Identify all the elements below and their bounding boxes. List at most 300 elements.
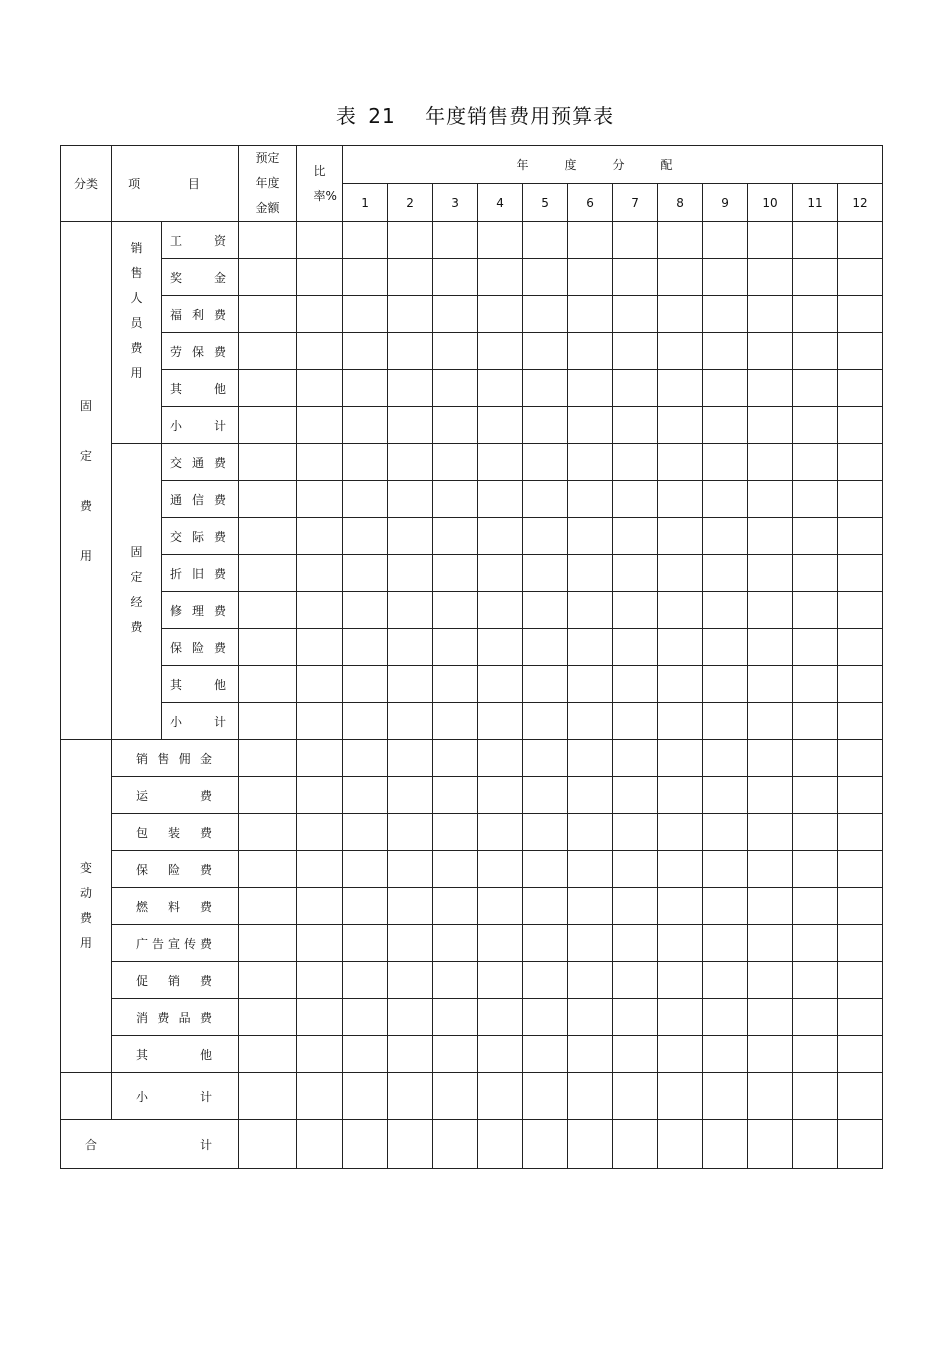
month-6-cell[interactable] — [568, 777, 613, 814]
month-5-cell[interactable] — [523, 296, 568, 333]
month-7-cell[interactable] — [613, 999, 658, 1036]
month-7-cell[interactable] — [613, 962, 658, 999]
month-1-cell[interactable] — [343, 481, 388, 518]
planned-amount-cell[interactable] — [239, 925, 297, 962]
month-10-cell[interactable] — [748, 444, 793, 481]
month-8-cell[interactable] — [658, 962, 703, 999]
month-7-cell[interactable] — [613, 296, 658, 333]
month-6-cell[interactable] — [568, 333, 613, 370]
month-1-cell[interactable] — [343, 629, 388, 666]
month-11-cell[interactable] — [793, 888, 838, 925]
month-1-cell[interactable] — [343, 555, 388, 592]
planned-amount-cell[interactable] — [239, 1036, 297, 1073]
month-3-cell[interactable] — [433, 518, 478, 555]
month-1-cell[interactable] — [343, 1120, 388, 1169]
month-1-cell[interactable] — [343, 259, 388, 296]
month-5-cell[interactable] — [523, 222, 568, 259]
month-4-cell[interactable] — [478, 740, 523, 777]
month-8-cell[interactable] — [658, 777, 703, 814]
month-10-cell[interactable] — [748, 592, 793, 629]
month-6-cell[interactable] — [568, 1073, 613, 1120]
month-6-cell[interactable] — [568, 1036, 613, 1073]
month-6-cell[interactable] — [568, 703, 613, 740]
month-6-cell[interactable] — [568, 444, 613, 481]
month-3-cell[interactable] — [433, 1073, 478, 1120]
month-2-cell[interactable] — [388, 888, 433, 925]
month-10-cell[interactable] — [748, 1120, 793, 1169]
month-3-cell[interactable] — [433, 888, 478, 925]
month-9-cell[interactable] — [703, 481, 748, 518]
month-12-cell[interactable] — [838, 925, 883, 962]
month-9-cell[interactable] — [703, 925, 748, 962]
month-11-cell[interactable] — [793, 370, 838, 407]
month-11-cell[interactable] — [793, 814, 838, 851]
ratio-cell[interactable] — [297, 888, 343, 925]
month-10-cell[interactable] — [748, 629, 793, 666]
month-9-cell[interactable] — [703, 1073, 748, 1120]
month-2-cell[interactable] — [388, 481, 433, 518]
month-11-cell[interactable] — [793, 740, 838, 777]
month-12-cell[interactable] — [838, 962, 883, 999]
month-2-cell[interactable] — [388, 296, 433, 333]
month-6-cell[interactable] — [568, 814, 613, 851]
month-9-cell[interactable] — [703, 407, 748, 444]
month-4-cell[interactable] — [478, 518, 523, 555]
month-12-cell[interactable] — [838, 370, 883, 407]
month-5-cell[interactable] — [523, 888, 568, 925]
month-8-cell[interactable] — [658, 407, 703, 444]
month-7-cell[interactable] — [613, 851, 658, 888]
month-1-cell[interactable] — [343, 740, 388, 777]
month-3-cell[interactable] — [433, 296, 478, 333]
ratio-cell[interactable] — [297, 222, 343, 259]
month-11-cell[interactable] — [793, 1073, 838, 1120]
month-4-cell[interactable] — [478, 555, 523, 592]
month-1-cell[interactable] — [343, 370, 388, 407]
month-3-cell[interactable] — [433, 999, 478, 1036]
month-3-cell[interactable] — [433, 259, 478, 296]
month-11-cell[interactable] — [793, 296, 838, 333]
month-8-cell[interactable] — [658, 1036, 703, 1073]
month-1-cell[interactable] — [343, 444, 388, 481]
ratio-cell[interactable] — [297, 999, 343, 1036]
month-2-cell[interactable] — [388, 999, 433, 1036]
ratio-cell[interactable] — [297, 259, 343, 296]
month-8-cell[interactable] — [658, 1073, 703, 1120]
month-8-cell[interactable] — [658, 666, 703, 703]
month-1-cell[interactable] — [343, 592, 388, 629]
month-9-cell[interactable] — [703, 999, 748, 1036]
month-5-cell[interactable] — [523, 999, 568, 1036]
month-7-cell[interactable] — [613, 888, 658, 925]
month-7-cell[interactable] — [613, 592, 658, 629]
month-1-cell[interactable] — [343, 296, 388, 333]
month-5-cell[interactable] — [523, 629, 568, 666]
month-1-cell[interactable] — [343, 407, 388, 444]
month-12-cell[interactable] — [838, 666, 883, 703]
month-6-cell[interactable] — [568, 888, 613, 925]
ratio-cell[interactable] — [297, 777, 343, 814]
month-6-cell[interactable] — [568, 1120, 613, 1169]
month-10-cell[interactable] — [748, 259, 793, 296]
ratio-cell[interactable] — [297, 629, 343, 666]
month-12-cell[interactable] — [838, 851, 883, 888]
month-11-cell[interactable] — [793, 666, 838, 703]
month-10-cell[interactable] — [748, 666, 793, 703]
month-4-cell[interactable] — [478, 407, 523, 444]
month-7-cell[interactable] — [613, 666, 658, 703]
month-12-cell[interactable] — [838, 518, 883, 555]
month-2-cell[interactable] — [388, 592, 433, 629]
ratio-cell[interactable] — [297, 962, 343, 999]
month-9-cell[interactable] — [703, 666, 748, 703]
month-2-cell[interactable] — [388, 851, 433, 888]
month-3-cell[interactable] — [433, 444, 478, 481]
month-5-cell[interactable] — [523, 1073, 568, 1120]
month-12-cell[interactable] — [838, 1120, 883, 1169]
month-10-cell[interactable] — [748, 555, 793, 592]
month-7-cell[interactable] — [613, 1073, 658, 1120]
month-9-cell[interactable] — [703, 592, 748, 629]
month-8-cell[interactable] — [658, 481, 703, 518]
month-8-cell[interactable] — [658, 1120, 703, 1169]
month-2-cell[interactable] — [388, 703, 433, 740]
month-8-cell[interactable] — [658, 333, 703, 370]
month-3-cell[interactable] — [433, 962, 478, 999]
month-12-cell[interactable] — [838, 814, 883, 851]
month-9-cell[interactable] — [703, 555, 748, 592]
month-9-cell[interactable] — [703, 962, 748, 999]
month-4-cell[interactable] — [478, 259, 523, 296]
ratio-cell[interactable] — [297, 1073, 343, 1120]
month-10-cell[interactable] — [748, 222, 793, 259]
month-8-cell[interactable] — [658, 555, 703, 592]
month-9-cell[interactable] — [703, 222, 748, 259]
planned-amount-cell[interactable] — [239, 666, 297, 703]
month-11-cell[interactable] — [793, 629, 838, 666]
planned-amount-cell[interactable] — [239, 703, 297, 740]
month-5-cell[interactable] — [523, 259, 568, 296]
month-4-cell[interactable] — [478, 1036, 523, 1073]
planned-amount-cell[interactable] — [239, 740, 297, 777]
ratio-cell[interactable] — [297, 851, 343, 888]
month-4-cell[interactable] — [478, 814, 523, 851]
month-9-cell[interactable] — [703, 296, 748, 333]
month-7-cell[interactable] — [613, 814, 658, 851]
month-7-cell[interactable] — [613, 703, 658, 740]
month-8-cell[interactable] — [658, 925, 703, 962]
month-8-cell[interactable] — [658, 703, 703, 740]
month-11-cell[interactable] — [793, 925, 838, 962]
month-12-cell[interactable] — [838, 481, 883, 518]
month-5-cell[interactable] — [523, 1036, 568, 1073]
month-4-cell[interactable] — [478, 370, 523, 407]
ratio-cell[interactable] — [297, 444, 343, 481]
month-12-cell[interactable] — [838, 777, 883, 814]
ratio-cell[interactable] — [297, 333, 343, 370]
planned-amount-cell[interactable] — [239, 518, 297, 555]
month-1-cell[interactable] — [343, 925, 388, 962]
month-8-cell[interactable] — [658, 888, 703, 925]
month-4-cell[interactable] — [478, 666, 523, 703]
month-11-cell[interactable] — [793, 1036, 838, 1073]
month-12-cell[interactable] — [838, 555, 883, 592]
month-12-cell[interactable] — [838, 740, 883, 777]
month-6-cell[interactable] — [568, 962, 613, 999]
planned-amount-cell[interactable] — [239, 1120, 297, 1169]
month-7-cell[interactable] — [613, 259, 658, 296]
month-8-cell[interactable] — [658, 222, 703, 259]
ratio-cell[interactable] — [297, 925, 343, 962]
month-10-cell[interactable] — [748, 962, 793, 999]
month-4-cell[interactable] — [478, 888, 523, 925]
month-12-cell[interactable] — [838, 222, 883, 259]
month-7-cell[interactable] — [613, 333, 658, 370]
month-5-cell[interactable] — [523, 333, 568, 370]
ratio-cell[interactable] — [297, 296, 343, 333]
planned-amount-cell[interactable] — [239, 814, 297, 851]
month-10-cell[interactable] — [748, 407, 793, 444]
month-11-cell[interactable] — [793, 333, 838, 370]
month-3-cell[interactable] — [433, 222, 478, 259]
month-7-cell[interactable] — [613, 740, 658, 777]
month-7-cell[interactable] — [613, 481, 658, 518]
month-4-cell[interactable] — [478, 629, 523, 666]
ratio-cell[interactable] — [297, 555, 343, 592]
month-5-cell[interactable] — [523, 407, 568, 444]
month-11-cell[interactable] — [793, 999, 838, 1036]
month-9-cell[interactable] — [703, 1120, 748, 1169]
month-6-cell[interactable] — [568, 222, 613, 259]
month-2-cell[interactable] — [388, 814, 433, 851]
month-2-cell[interactable] — [388, 962, 433, 999]
planned-amount-cell[interactable] — [239, 962, 297, 999]
month-6-cell[interactable] — [568, 592, 613, 629]
month-8-cell[interactable] — [658, 259, 703, 296]
month-2-cell[interactable] — [388, 259, 433, 296]
month-11-cell[interactable] — [793, 777, 838, 814]
month-12-cell[interactable] — [838, 444, 883, 481]
ratio-cell[interactable] — [297, 407, 343, 444]
month-8-cell[interactable] — [658, 518, 703, 555]
month-6-cell[interactable] — [568, 370, 613, 407]
month-11-cell[interactable] — [793, 222, 838, 259]
month-9-cell[interactable] — [703, 333, 748, 370]
ratio-cell[interactable] — [297, 740, 343, 777]
month-11-cell[interactable] — [793, 444, 838, 481]
month-7-cell[interactable] — [613, 925, 658, 962]
month-7-cell[interactable] — [613, 629, 658, 666]
month-6-cell[interactable] — [568, 555, 613, 592]
month-11-cell[interactable] — [793, 703, 838, 740]
month-8-cell[interactable] — [658, 444, 703, 481]
month-10-cell[interactable] — [748, 296, 793, 333]
month-12-cell[interactable] — [838, 629, 883, 666]
planned-amount-cell[interactable] — [239, 592, 297, 629]
month-4-cell[interactable] — [478, 777, 523, 814]
month-8-cell[interactable] — [658, 370, 703, 407]
month-6-cell[interactable] — [568, 740, 613, 777]
month-7-cell[interactable] — [613, 1036, 658, 1073]
month-3-cell[interactable] — [433, 703, 478, 740]
month-8-cell[interactable] — [658, 629, 703, 666]
month-9-cell[interactable] — [703, 444, 748, 481]
month-5-cell[interactable] — [523, 444, 568, 481]
month-2-cell[interactable] — [388, 666, 433, 703]
month-12-cell[interactable] — [838, 999, 883, 1036]
month-2-cell[interactable] — [388, 777, 433, 814]
month-6-cell[interactable] — [568, 407, 613, 444]
month-4-cell[interactable] — [478, 962, 523, 999]
month-10-cell[interactable] — [748, 851, 793, 888]
month-4-cell[interactable] — [478, 1120, 523, 1169]
month-2-cell[interactable] — [388, 370, 433, 407]
month-2-cell[interactable] — [388, 444, 433, 481]
month-2-cell[interactable] — [388, 518, 433, 555]
month-1-cell[interactable] — [343, 851, 388, 888]
ratio-cell[interactable] — [297, 666, 343, 703]
month-10-cell[interactable] — [748, 481, 793, 518]
month-1-cell[interactable] — [343, 518, 388, 555]
planned-amount-cell[interactable] — [239, 888, 297, 925]
month-11-cell[interactable] — [793, 259, 838, 296]
month-6-cell[interactable] — [568, 666, 613, 703]
month-8-cell[interactable] — [658, 740, 703, 777]
month-3-cell[interactable] — [433, 407, 478, 444]
month-5-cell[interactable] — [523, 962, 568, 999]
planned-amount-cell[interactable] — [239, 296, 297, 333]
month-4-cell[interactable] — [478, 333, 523, 370]
month-5-cell[interactable] — [523, 518, 568, 555]
month-1-cell[interactable] — [343, 777, 388, 814]
month-1-cell[interactable] — [343, 222, 388, 259]
month-12-cell[interactable] — [838, 1073, 883, 1120]
month-9-cell[interactable] — [703, 518, 748, 555]
month-12-cell[interactable] — [838, 259, 883, 296]
month-4-cell[interactable] — [478, 999, 523, 1036]
month-4-cell[interactable] — [478, 296, 523, 333]
ratio-cell[interactable] — [297, 1120, 343, 1169]
month-4-cell[interactable] — [478, 444, 523, 481]
month-7-cell[interactable] — [613, 1120, 658, 1169]
month-5-cell[interactable] — [523, 777, 568, 814]
month-1-cell[interactable] — [343, 814, 388, 851]
month-1-cell[interactable] — [343, 888, 388, 925]
month-3-cell[interactable] — [433, 777, 478, 814]
month-11-cell[interactable] — [793, 1120, 838, 1169]
month-6-cell[interactable] — [568, 999, 613, 1036]
planned-amount-cell[interactable] — [239, 333, 297, 370]
month-12-cell[interactable] — [838, 888, 883, 925]
month-12-cell[interactable] — [838, 703, 883, 740]
month-9-cell[interactable] — [703, 703, 748, 740]
month-5-cell[interactable] — [523, 740, 568, 777]
month-5-cell[interactable] — [523, 592, 568, 629]
month-3-cell[interactable] — [433, 1120, 478, 1169]
ratio-cell[interactable] — [297, 703, 343, 740]
planned-amount-cell[interactable] — [239, 370, 297, 407]
planned-amount-cell[interactable] — [239, 1073, 297, 1120]
ratio-cell[interactable] — [297, 1036, 343, 1073]
month-3-cell[interactable] — [433, 1036, 478, 1073]
month-8-cell[interactable] — [658, 999, 703, 1036]
month-9-cell[interactable] — [703, 629, 748, 666]
month-6-cell[interactable] — [568, 481, 613, 518]
planned-amount-cell[interactable] — [239, 222, 297, 259]
ratio-cell[interactable] — [297, 518, 343, 555]
month-3-cell[interactable] — [433, 481, 478, 518]
month-11-cell[interactable] — [793, 481, 838, 518]
month-9-cell[interactable] — [703, 777, 748, 814]
month-10-cell[interactable] — [748, 333, 793, 370]
month-9-cell[interactable] — [703, 1036, 748, 1073]
planned-amount-cell[interactable] — [239, 444, 297, 481]
month-12-cell[interactable] — [838, 592, 883, 629]
month-10-cell[interactable] — [748, 888, 793, 925]
month-7-cell[interactable] — [613, 777, 658, 814]
month-3-cell[interactable] — [433, 629, 478, 666]
month-8-cell[interactable] — [658, 851, 703, 888]
month-8-cell[interactable] — [658, 814, 703, 851]
month-9-cell[interactable] — [703, 740, 748, 777]
month-12-cell[interactable] — [838, 1036, 883, 1073]
month-1-cell[interactable] — [343, 962, 388, 999]
month-5-cell[interactable] — [523, 666, 568, 703]
month-2-cell[interactable] — [388, 333, 433, 370]
month-12-cell[interactable] — [838, 333, 883, 370]
planned-amount-cell[interactable] — [239, 629, 297, 666]
month-4-cell[interactable] — [478, 703, 523, 740]
month-4-cell[interactable] — [478, 481, 523, 518]
month-10-cell[interactable] — [748, 1036, 793, 1073]
month-6-cell[interactable] — [568, 851, 613, 888]
month-3-cell[interactable] — [433, 333, 478, 370]
month-1-cell[interactable] — [343, 1073, 388, 1120]
month-8-cell[interactable] — [658, 592, 703, 629]
planned-amount-cell[interactable] — [239, 851, 297, 888]
month-8-cell[interactable] — [658, 296, 703, 333]
month-10-cell[interactable] — [748, 814, 793, 851]
month-9-cell[interactable] — [703, 370, 748, 407]
month-11-cell[interactable] — [793, 851, 838, 888]
month-6-cell[interactable] — [568, 925, 613, 962]
month-7-cell[interactable] — [613, 370, 658, 407]
month-2-cell[interactable] — [388, 740, 433, 777]
month-2-cell[interactable] — [388, 925, 433, 962]
planned-amount-cell[interactable] — [239, 481, 297, 518]
month-10-cell[interactable] — [748, 518, 793, 555]
month-6-cell[interactable] — [568, 259, 613, 296]
month-3-cell[interactable] — [433, 555, 478, 592]
month-2-cell[interactable] — [388, 1036, 433, 1073]
month-3-cell[interactable] — [433, 370, 478, 407]
month-9-cell[interactable] — [703, 888, 748, 925]
month-2-cell[interactable] — [388, 222, 433, 259]
month-1-cell[interactable] — [343, 1036, 388, 1073]
ratio-cell[interactable] — [297, 814, 343, 851]
month-5-cell[interactable] — [523, 481, 568, 518]
month-1-cell[interactable] — [343, 703, 388, 740]
month-5-cell[interactable] — [523, 703, 568, 740]
month-5-cell[interactable] — [523, 851, 568, 888]
month-4-cell[interactable] — [478, 1073, 523, 1120]
month-1-cell[interactable] — [343, 333, 388, 370]
month-3-cell[interactable] — [433, 592, 478, 629]
month-11-cell[interactable] — [793, 407, 838, 444]
month-7-cell[interactable] — [613, 518, 658, 555]
month-7-cell[interactable] — [613, 407, 658, 444]
month-10-cell[interactable] — [748, 777, 793, 814]
